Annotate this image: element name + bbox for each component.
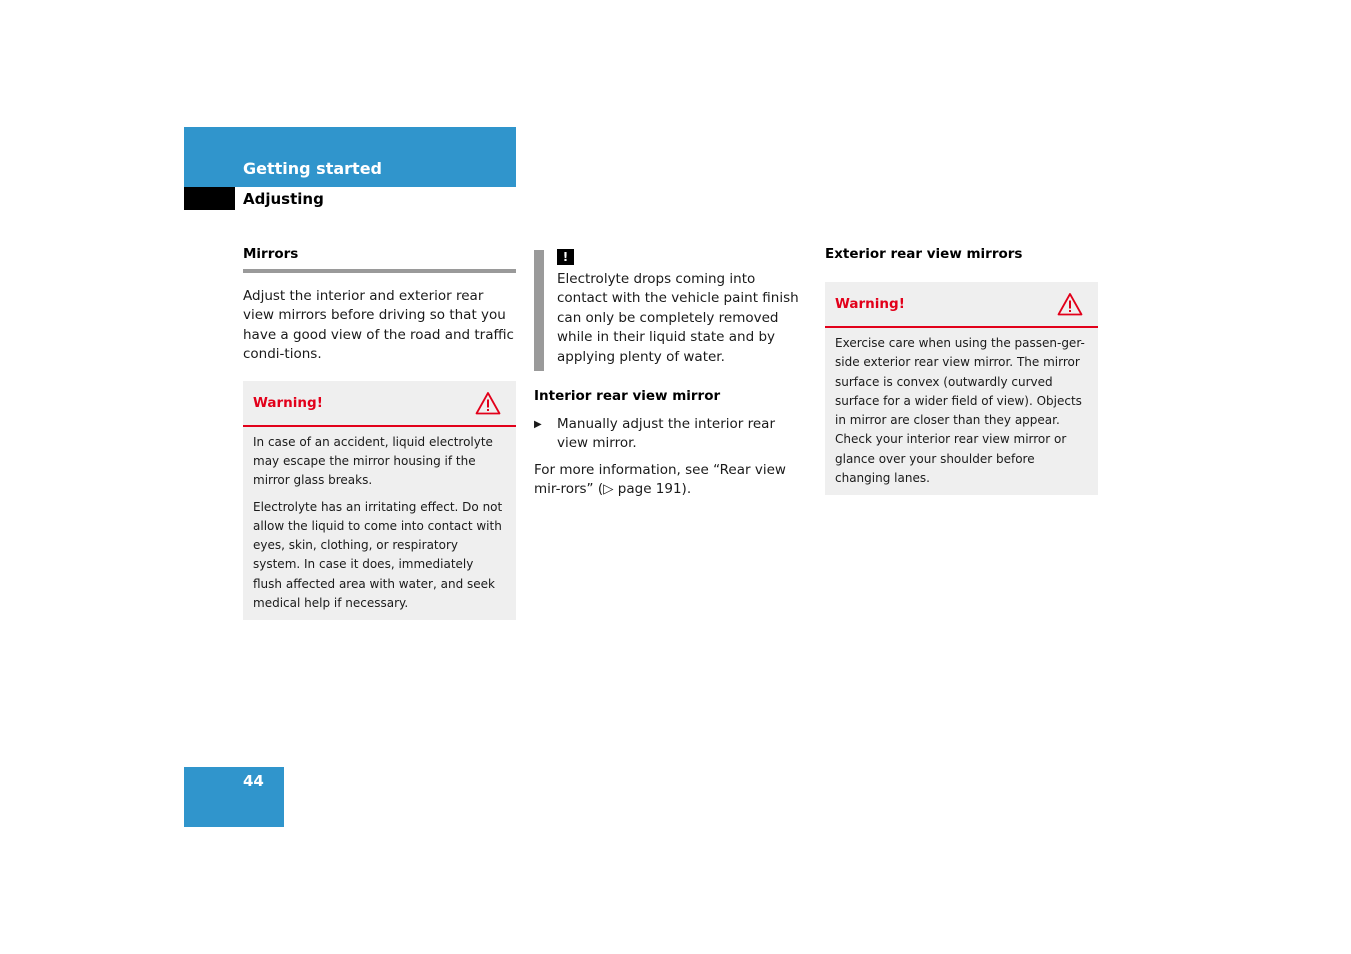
header-band: [184, 127, 516, 187]
list-item: [534, 415, 806, 454]
more-info-text: For more information, see “Rear view mir-rors” (▷ page 191).: [534, 461, 786, 498]
mirrors-intro: Adjust the interior and exterior rear view mirrors before driving so that you have a good view of the road and traffic condi-tions.: [243, 288, 514, 363]
warning-header: [243, 381, 516, 427]
warning-paragraph: Exercise care when using the passen-ger-side exterior rear view mirror. The mirror surface is convex (outwardly curved surface for a wider field of view). Objects in mirror are closer than they appear. Check your interior rear view mirror or glance over your shoulder before changing lanes.: [835, 336, 1085, 486]
warning-paragraph: In case of an accident, liquid electrolyte may escape the mirror housing if the mirror glass breaks.: [253, 434, 493, 488]
warning-header: [825, 282, 1098, 328]
page-number: 44: [243, 772, 264, 790]
note-box: [534, 244, 806, 370]
warning-body: [825, 328, 1098, 495]
exclamation-icon: !: [557, 249, 574, 265]
page-number-box: [184, 767, 284, 827]
exterior-heading: Exterior rear view mirrors: [825, 246, 1023, 262]
warning-triangle-icon: [475, 391, 501, 415]
note-bar: [534, 250, 544, 371]
heading-rule: [243, 269, 516, 273]
warning-paragraph: Electrolyte has an irritating effect. Do not allow the liquid to come into contact with eyes, skin, clothing, or respiratory system. In case it does, immediately flush affected area with water, and seek medical help if necessary.: [253, 499, 503, 610]
bullet-text: Manually adjust the interior rear view mirror.: [557, 416, 775, 452]
interior-heading: Interior rear view mirror: [534, 388, 721, 404]
section-title: Getting started: [243, 159, 382, 178]
mirrors-heading: Mirrors: [243, 246, 299, 262]
bullet-arrow-icon: ▶: [534, 419, 542, 430]
section-marker: [184, 187, 235, 210]
column-exterior: [825, 244, 1098, 495]
warning-title: Warning!: [835, 296, 905, 312]
subsection-title: Adjusting: [243, 190, 324, 208]
warning-title: Warning!: [253, 394, 323, 411]
column-mirrors: [243, 244, 516, 620]
warning-box-electrolyte: [243, 381, 516, 621]
column-interior: [534, 244, 806, 500]
warning-body: [243, 427, 516, 621]
warning-triangle-icon: [1057, 292, 1083, 316]
warning-box-convex: [825, 282, 1098, 495]
note-text: Electrolyte drops coming into contact with the vehicle paint finish can only be completely removed while in their liquid state and by applying plenty of water.: [557, 271, 799, 365]
